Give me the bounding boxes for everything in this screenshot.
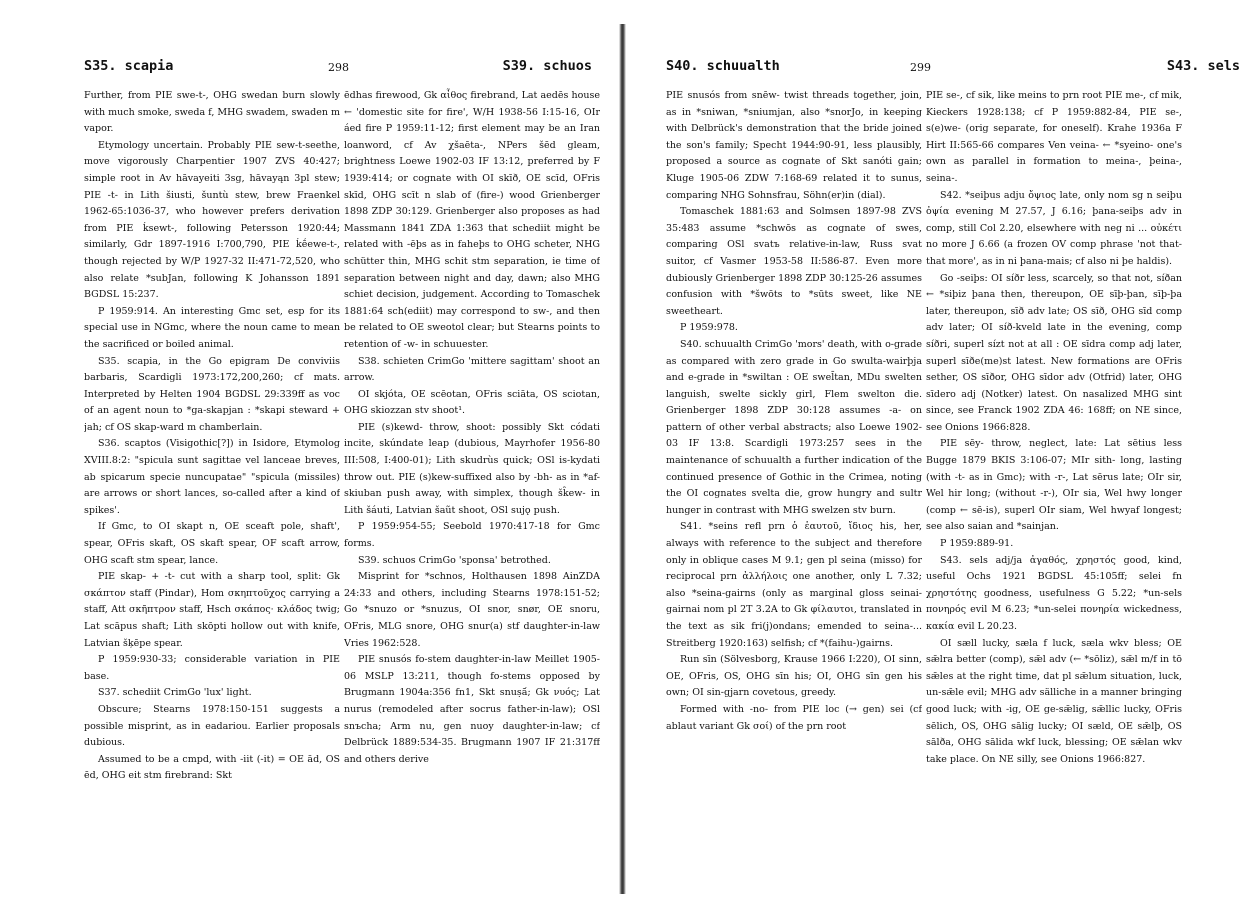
entry-s42: S42. *seiþus adju ὄψιος late, only nom sg n seiþu ὀψία evening M 27.57, J 6.16; þana-seiþs adv in comp, still Col 2.20, elsewhere with neg ni ... οὐκέτι no more J 6.66 (a frozen OV comp phrase 'not that-that more', as in ni þana-mais; cf also ni þe haldis). xyxy=(926,189,1182,267)
left-column-1 xyxy=(84,88,340,893)
paragraph: P 1959:889-91. xyxy=(940,538,1014,550)
entry-s35: S35. scapia, in the Go epigram De conviviis barbaris, Scardigli 1973:172,200,260; cf mats. Interpreted by Helten 1904 BGDSL 29:339ff as voc of an agent noun to *ga-skapjan : *skapi steward + jah; cf OS skap-ward m chamberlain. xyxy=(84,355,340,433)
paragraph: Tomaschek 1881:63 and Solmsen 1897-98 ZVS 35:483 assume *schwōs as cognate of swes, comparing OSl svatъ relative-in-law, Russ svat suitor, cf Vasmer 1953-58 II:586-87. Even more dubiously Grienberger 1898 ZDP 30:125-26 assumes confusion with *šwōts to *sūts sweet, like NE sweetheart. xyxy=(666,206,922,317)
paragraph: PIE sēy- throw, neglect, late: Lat sētius less Bugge 1879 BKIS 3:106-07; MIr sith- long, lasting (with -t- as in Gmc); with -r-, Lat sērus late; OIr sir, Wel hir long; (without -r-), OIr sia, Wel hwy longer (comp ← sē-is), superl OIr siam, Wel hwyaf longest; see also saian and *sainjan. xyxy=(926,438,1182,533)
entry-s43: S43. sels adj/ja ἀγαθός, χρηστός good, kind, useful Ochs 1921 BGDSL 45:105ff; selei fn χρηστότης goodness, usefulness G 5.22; *un-sels πονηρός evil M 6.23; *un-selei πονηρία wickedness, κακία evil L 20.23. xyxy=(926,554,1182,632)
paragraph: ēdhas firewood, Gk αἶθος firebrand, Lat aedēs house ← 'domestic site for fire', W/H 1938-56 I:15-16, OIr áed fire P 1959:11-12; first element may be an Iran loanword, cf Av χšaēta-, NPers šēd gleam, brightness Loewe 1902-03 IF 13:12, preferred by F 1939:414; or cognate with OI skīð, OE scīd, OFris skīd, OHG scīt n slab of (fire-) wood Grienberger 1898 ZDP 30:129. Grienberger also proposes as had Massmann 1841 ZDA 1:363 that schediit might be related with -ēþs as in faheþs to OHG scheter, NHG schütter thin, MHG schit stm separation, ie time of separation between night and day, dawn; also MHG schiet decision, judgement. According to Tomaschek 1881:64 sch(ediit) may correspond to sw-, and then be related to OE sweotol clear; but Stearns points to retention of -w- in schuuester. xyxy=(344,90,600,350)
paragraph: Go -seiþs: OI síðr less, scarcely, so that not, síðan ← *siþiz þana then, thereupon, OE sīþ-þan, sīþ-þa later, thereupon, sīð adv late; OS sīð, OHG sīd comp adv later; OI síð-kveld late in the evening, comp síðri, superl sízt not at all : OE sīdra comp adj later, superl sīðe(me)st latest. New formations are OFris sether, OS sīðor, OHG sīdor adv (Otfrid) later, OHG sīdero adj (Notker) latest. On nasalized MHG sint since, see Franck 1902 ZDA 46: 168ff; on NE since, see Onions 1966:828. xyxy=(926,272,1182,433)
left-page xyxy=(0,0,620,912)
right-running-head: S43. sels xyxy=(1166,58,1240,74)
left-running-head-right: S39. schuos xyxy=(502,58,592,74)
right-column-2 xyxy=(926,88,1182,893)
paragraph: PIE snusós from snēw- twist threads together, join, as in *sniwan, *sniumjan, also *snorJo, in keeping with Delbrück's demonstration that the bride joined the son's family; Specht 1944:90-91, less plausibly, proposed a source as cognate of Skt sanóti gain; Kluge 1905-06 ZDW 7:168-69 related it to sunus, comparing NHG Sohnsfrau, Söhn(er)in (dial). xyxy=(666,90,922,201)
entry-s41: S41. *seins refl prn ὁ ἑαυτοῦ, ἴδιος his, her, always with reference to the subject and therefore only in oblique cases M 9.1; gen pl seina (misso) for reciprocal prn ἀλλήλοις one another, only L 7.32; also *seina-gairns (only as marginal gloss seinai-gairnai nom pl 2T 3.2A to Gk φίλαυτοι, translated in the text as sik fri(j)ondans; emended to seina-... Streitberg 1920:163) selfish; cf *(faihu-)gairns. xyxy=(666,521,922,649)
paragraph: PIE skap- + -t- cut with a sharp tool, split: Gk σκάπτον staff (Pindar), Hom σκηπτοῦχος carrying a staff, Att σκῆπτρον staff, Hsch σκάπος· κλάδος twig; Lat scāpus shaft; Lith skōpti hollow out with knife, Latvian šķēpe spear. xyxy=(84,571,340,649)
paragraph: PIE se-, cf sik, like meins to prn root PIE me-, cf mik, Kieckers 1928:138; cf P 1959:882-84, PIE se-, s(e)we- (orig separate, for oneself). Krahe 1936a F Hirt II:565-66 compares Ven veina- ← *syeino- one's own as parallel in formation to meina-, þeina-, seina-. xyxy=(926,90,1182,184)
entry-s38: S38. schieten CrimGo 'mittere sagittam' shoot an arrow. xyxy=(344,355,600,384)
paragraph: OI skjóta, OE scēotan, OFris sciāta, OS sciotan, OHG skiozzan stv shoot¹. xyxy=(344,388,600,417)
paragraph: Run sīn (Sölvesborg, Krause 1966 I:220), OI sinn, OE, OFris, OS, OHG sīn his; OI, OHG sīn gen his own; OI sin-gjarn covetous, greedy. xyxy=(666,654,922,699)
paragraph: P 1959:914. An interesting Gmc set, esp for its special use in NGmc, where the noun came to mean the sacrificed or boiled animal. xyxy=(84,305,340,350)
entry-s36: S36. scaptos (Visigothic[?]) in Isidore, Etymolog XVIII.8:2: "spicula sunt sagittae vel lanceae breves, ab spicarum specie nuncupatae" "spicula (missiles) are arrows or short lances, so-called after a kind of spikes'. xyxy=(84,438,340,516)
paragraph: PIE (s)kewd- throw, shoot: possibly Skt códati incite, skúndate leap (dubious, Mayrhofer 1956-80 III:508, I:400-01); Lith skudrùs quick; OSl is-kydati throw out. PIE (s)kew-suffixed also by -bh- as in *af-skiuban push away, with simplex, though šk̑ew- in Lith šáuti, Latvian šaũt shoot, OSl sujǫ push. xyxy=(344,421,600,516)
left-running-head: S35. scapia xyxy=(84,58,174,74)
entry-s39: S39. schuos CrimGo 'sponsa' betrothed. xyxy=(358,554,551,566)
entry-s37: S37. schediit CrimGo 'lux' light. xyxy=(98,687,252,699)
paragraph: OI sæll lucky, sæla f luck, sæla wkv bless; OE sǣlra better (comp), sǣl adv (← *sōliz), sǣl m/f in tō sǣles at the right time, dat pl sǣlum situation, luck, un-sǣle evil; MHG adv sälliche in a manner bringing good luck; with -ig, OE ge-sǣlig, sǣllic lucky, OFris sēlich, OS, OHG sālig lucky; OI sæld, OE sǣlþ, OS sālða, OHG sālida wkf luck, blessing; OE sǣlan wkv take place. On NE silly, see Onions 1966:827. xyxy=(926,637,1182,765)
paragraph: P 1959:930-33; considerable variation in PIE base. xyxy=(84,654,340,682)
paragraph: Obscure; Stearns 1978:150-151 suggests a possible misprint, as in eadariou. Earlier proposals dubious. xyxy=(84,703,340,749)
paragraph: Formed with -no- from PIE loc (→ gen) sei (cf ablaut variant Gk σοί) of the prn root xyxy=(666,703,922,732)
right-running-head-left: S40. schuualth xyxy=(666,58,780,74)
book-gutter xyxy=(619,24,626,894)
paragraph: PIE snusós fo-stem daughter-in-law Meillet 1905-06 MSLP 13:211, though fo-stems opposed by Brugmann 1904a:356 fn1, Skt snuṣā́; Gk νυός; Lat nurus (remodeled after socrus father-in-law); OSl snъcha; Arm nu, gen nuoy daughter-in-law; cf Delbrück 1889:534-35. Brugmann 1907 IF 21:317ff and others derive xyxy=(344,654,600,765)
left-column-2 xyxy=(344,88,600,893)
paragraph: Etymology uncertain. Probably PIE sew-t-seethe, move vigorously Charpentier 1907 ZVS 40:427; simple root in Av hāvayeiti 3sg, hāvayąn 3pl stew; PIE -t- in Lith šiusti, šuntù stew, brew Fraenkel 1962-65:1036-37, who however prefers derivation from PIE ḱsewt-, following Petersson 1920:44; similarly, Gdr 1897-1916 I:700,790, PIE ḱḗewe-t-, though rejected by W/P 1927-32 II:471-72,520, who also relate *subJan, following K Johansson 1891 BGDSL 15:237. xyxy=(84,139,340,301)
paragraph: Assumed to be a cmpd, with -iit (-it) = OE ād, OS ēd, OHG eit stm firebrand: Skt xyxy=(84,753,340,782)
right-page xyxy=(626,0,1246,912)
paragraph: If Gmc, to OI skapt n, OE sceaft pole, shaft', spear, OFris skaft, OS skaft spear, OF scaft arrow, OHG scaft stm spear, lance. xyxy=(84,521,340,566)
paragraph: P 1959:954-55; Seebold 1970:417-18 for Gmc forms. xyxy=(344,521,600,550)
paragraph: P 1959:978. xyxy=(680,322,738,334)
paragraph: Further, from PIE swe-t-, OHG swedan burn slowly with much smoke, sweda f, MHG swadem, swaden m vapor. xyxy=(84,90,340,135)
right-column-1 xyxy=(666,88,922,893)
entry-s40: S40. schuualth CrimGo 'mors' death, with o-grade as compared with zero grade in Go swulta-wairþja and e-grade in *swiltan : OE swel̄tan, MDu swelten languish, swelte sickly girl, Flem swelton die. Grienberger 1898 ZDP 30:128 assumes -a- on pattern of other verbal abstracts; also Loewe 1902-03 IF 13:8. Scardigli 1973:257 sees in the maintenance of schuualth a further indication of the continued presence of Gothic in the Crimea, noting the OI cognates svelta die, grow hungry and sultr hunger in contrast with MHG swelzen stv burn. xyxy=(666,338,922,516)
right-page-number: 299 xyxy=(910,61,931,74)
left-page-number: 298 xyxy=(328,61,349,74)
paragraph: Misprint for *schnos, Holthausen 1898 AinZDA 24:33 and others, including Stearns 1978:151-52; Go *snuzo or *snuzus, OI snor, snør, OE snoru, OFris, MLG snore, OHG snur(a) stf daughter-in-law Vries 1962:528. xyxy=(344,571,600,649)
